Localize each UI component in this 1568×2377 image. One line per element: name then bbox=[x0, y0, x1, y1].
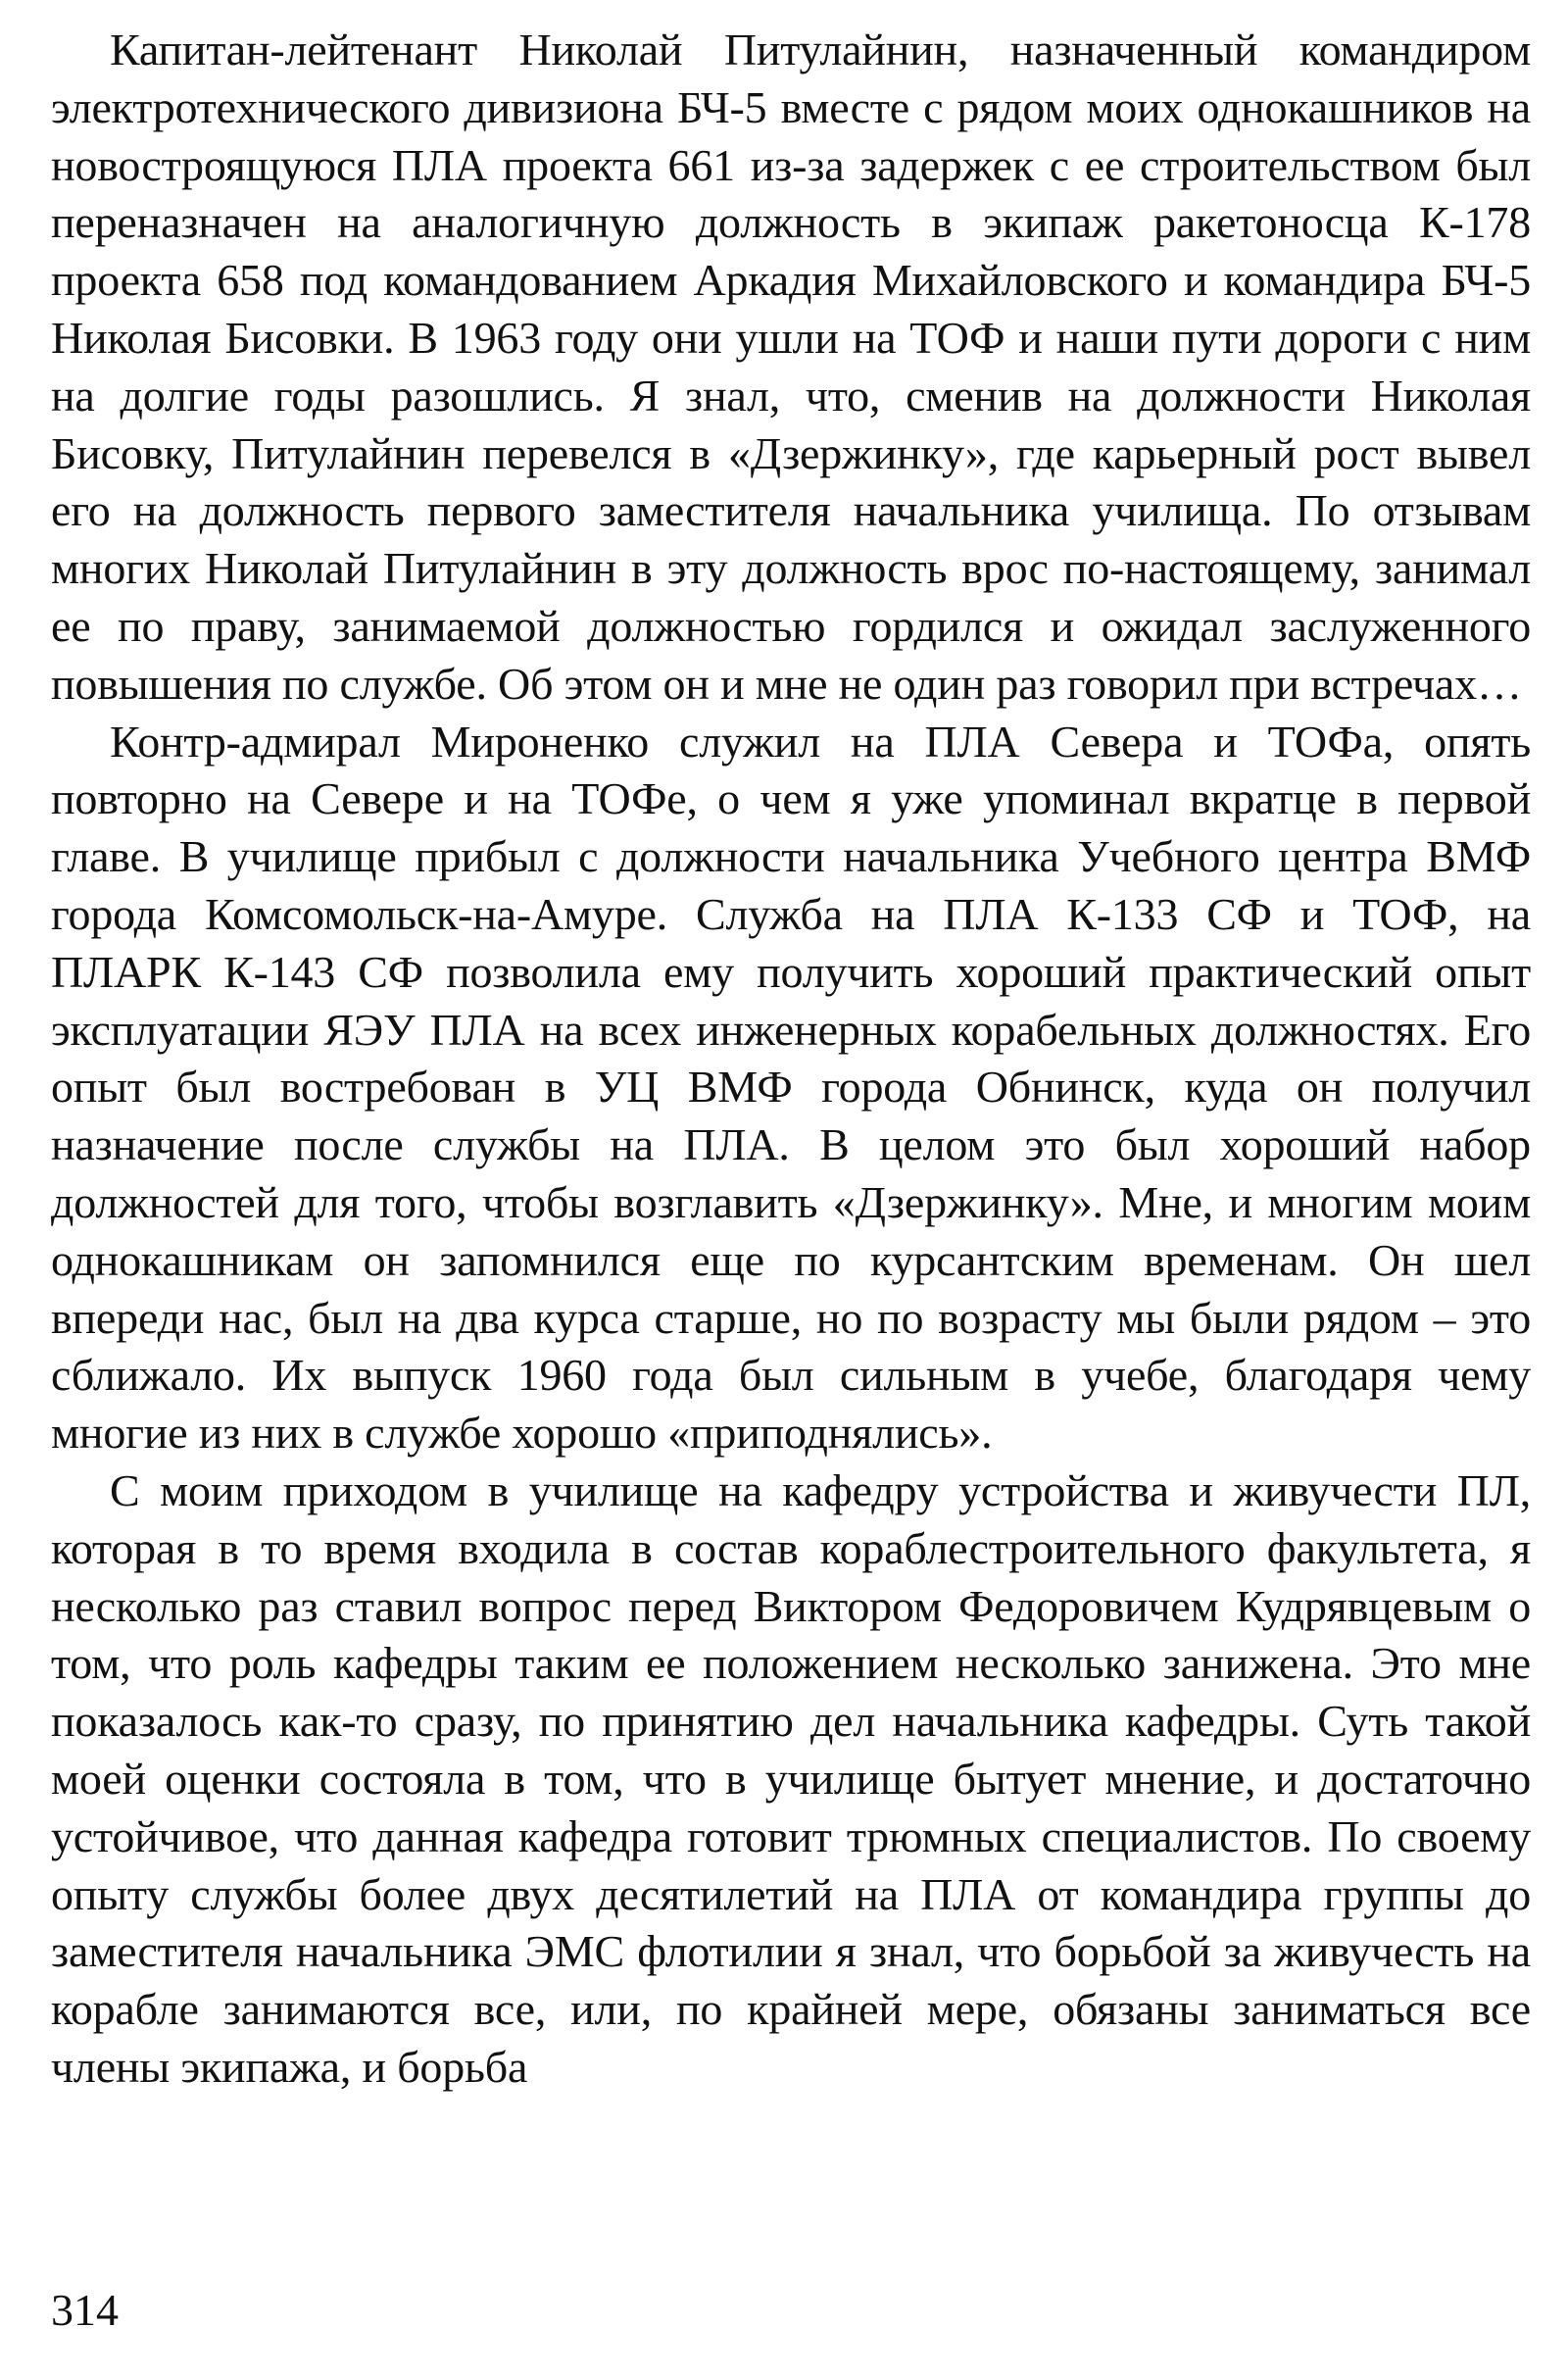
page-number: 314 bbox=[51, 2285, 119, 2335]
book-page bbox=[51, 22, 1531, 2354]
paragraph-2: Контр-адмирал Мироненко служил на ПЛА Севера и ТОФа, опять повторно на Севере и на ТОФе, о чем я уже упоминал вкратце в первой главе. В училище прибыл с должности начальника Учебного центра ВМФ города Комсомольск-на-Амуре. Служба на ПЛА К-133 СФ и ТОФ, на ПЛАРК К-143 СФ позволила ему получить хороший практический опыт эксплуатации ЯЭУ ПЛА на всех инженерных корабельных должностях. Его опыт был востребован в УЦ ВМФ города Обнинск, куда он получил назначение после службы на ПЛА. В целом это был хороший набор должностей для того, чтобы возглавить «Дзержинку». Мне, и многим моим однокашникам он запомнился еще по курсантским временам. Он шел впереди нас, был на два курса старше, но по возрасту мы были рядом – это сближало. Их выпуск 1960 года был сильным в учебе, благодаря чему многие из них в службе хорошо «приподнялись». bbox=[51, 716, 1531, 1459]
paragraph-1: Капитан-лейтенант Николай Питулайнин, назначенный командиром электротехнического дивизиона БЧ-5 вместе с рядом моих однокашников на новостроящуюся ПЛА проекта 661 из-за задержек с ее строительством был переназначен на аналогичную должность в экипаж ракетоносца К-178 проекта 658 под командованием Аркадия Михайловского и командира БЧ-5 Николая Бисовки. В 1963 году они ушли на ТОФ и наши пути дороги с ним на долгие годы разошлись. Я знал, что, сменив на должности Николая Бисовку, Питулайнин перевелся в «Дзержинку», где карьерный рост вывел его на должность первого заместителя начальника училища. По отзывам многих Николай Питулайнин в эту должность врос по-настоящему, занимал ее по праву, занимаемой должностью гордился и ожидал заслуженного повышения по службе. Об этом он и мне не один раз говорил при встречах… bbox=[51, 25, 1531, 709]
paragraph-3: С моим приходом в училище на кафедру устройства и живучести ПЛ, которая в то время входила в состав кораблестроительного факультета, я несколько раз ставил вопрос перед Виктором Федоровичем Кудрявцевым о том, что роль кафедры таким ее положением несколько занижена. Это мне показалось как-то сразу, по принятию дел начальника кафедры. Суть такой моей оценки состояла в том, что в училище бытует мнение, и достаточно устойчивое, что данная кафедра готовит трюмных специалистов. По своему опыту службы более двух десятилетий на ПЛА от командира группы до заместителя начальника ЭМС флотилии я знал, что борьбой за живучесть на корабле занимаются все, или, по крайней мере, обязаны заниматься все члены экипажа, и борьба bbox=[51, 1464, 1531, 2092]
